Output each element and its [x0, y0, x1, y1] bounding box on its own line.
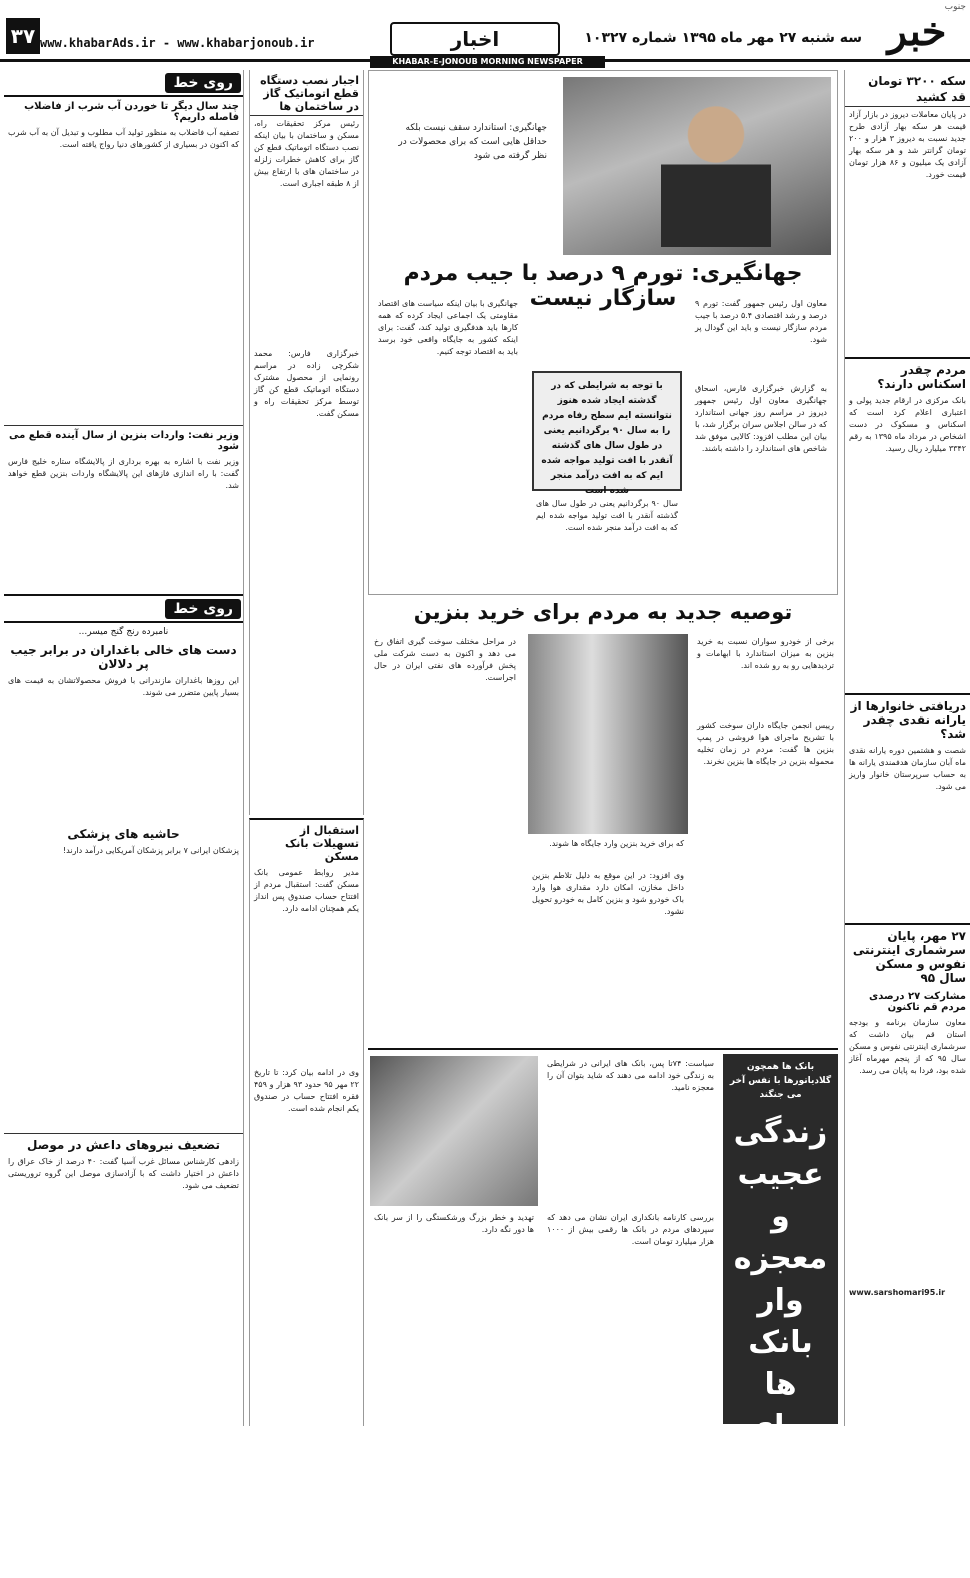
fuel-photo-caption: که برای خرید بنزین وارد جایگاه ها شوند. [549, 839, 684, 848]
fuel-pump-photo [528, 634, 688, 834]
isis-headline: تضعیف نیروهای داعش در موصل [4, 1133, 243, 1154]
medical-headline: حاشیه های پزشکی [67, 827, 180, 841]
main-story-box [368, 70, 838, 595]
fuel-text-col1b: رییس انجمن جایگاه داران سوخت کشور با تشریح ماجرای هوا فروشی در پمپ بنزین ها گفت: مردم در زمان تخلیه محموله بنزین در جایگاه ها بنزین نخرند. [697, 721, 834, 766]
wastewater-text: تصفیه آب فاضلاب به منظور تولید آب مطلوب و تبدیل آن به آب شرب که اکنون در بسیاری از کشورهای دنیا رواج یافته است. [8, 128, 239, 149]
oil-minister-text: وزیر نفت با اشاره به بهره برداری از پالایشگاه ستاره خلیج فارس گفت: با راه اندازی فازهای این پالایشگاه واردات بنزین قطع خواهد شد. [8, 457, 239, 490]
english-banner: KHABAR-E-JONOUB MORNING NEWSPAPER [370, 56, 605, 68]
bank-text-1: مدیر روابط عمومی بانک مسکن گفت: استقبال مردم از افتتاح حساب صندوق پس انداز یکم همچنان ادامه دارد. [254, 868, 359, 913]
census-article-text: معاون سازمان برنامه و بودجه استان قم بیان داشت که سرشماری اینترنتی نفوس و مسکن سال ۹۵ که از پنجم مهرماه آغاز شده بود، فردا به پایان می رسد. [849, 1018, 966, 1075]
pull-quote: با توجه به شرایطی که در گذشته ایجاد شده هنوز نتوانسته ایم سطح رفاه مردم را به سال ۹۰ برگردانیم یعنی در طول سال های گذشته آنقدر با افت تولید مواجه شده ایم که به افت درآمد منجر شده است [532, 371, 682, 491]
main-text-col1b: به گزارش خبرگزاری فارس، اسحاق جهانگیری معاون اول رئیس جمهور دیروز در مراسم روز جهانی استاندارد که در سالن اجلاس سران برگزار شد، با بیان این مطلب افزود: کالایی موفق شد شاخص های استاندارد را داشته باشند. [695, 384, 827, 453]
census-website[interactable]: www.sarshomari95.ir [849, 1288, 946, 1297]
page-number: ۳۷ [6, 18, 40, 54]
newspaper-logo: خبر [887, 8, 947, 55]
bank-headline: استقبال از تسهیلات بانک مسکن [285, 824, 359, 863]
left-column [4, 70, 244, 1426]
banks-text-1: سیاست: ۷۴تا پس، بانک های ایرانی در شرایطی به زندگی خود ادامه می دهند که شاید بتوان آن را معجزه نامید. [547, 1059, 714, 1092]
main-headline: جهانگیری: تورم ۹ درصد با جیب مردم سازگار نیست [403, 261, 803, 311]
right-news-column [844, 70, 970, 1426]
banks-text-2: تهدید و خطر بزرگ ورشکستگی را از سر بانک ها دور نگه دارد. [374, 1213, 534, 1234]
gardeners-text: این روزها باغداران مازندرانی با فروش محصولاتشان به قیمت های بسیار پایین متضرر می شوند. [8, 676, 239, 697]
section-title: اخبار [390, 22, 560, 56]
logo-subtitle: جنوب [944, 2, 966, 12]
banks-feature-title-box [660, 1054, 838, 1570]
wastewater-headline: چند سال دیگر تا خوردن آب شرب از فاضلاب فاصله داریم؟ [24, 101, 239, 123]
gas-headline: اجبار نصب دستگاه قطع اتوماتیک گاز در ساختمان ها [250, 70, 363, 116]
banks-feature [368, 1048, 838, 1570]
gardeners-headline: دست های خالی باغداران در برابر جیب پر دلالان [10, 643, 237, 671]
isis-text: زادهی کارشناس مسائل غرب آسیا گفت: ۴۰ درصد از خاک عراق را داعش در اختیار داشت که با آزادسازی موصل این گروه تروریستی تضعیف می شود. [8, 1157, 239, 1190]
coin-headline: سکه ۳۲۰۰ تومان [868, 74, 966, 88]
bank-text-2: وی در ادامه بیان کرد: تا تاریخ ۲۲ مهر ۹۵ حدود ۹۳ هزار و ۴۵۹ فقره افتتاح حساب در صندوق یکم انجام شده است. [254, 1068, 359, 1113]
census-headline: ۲۷ مهر، پایان سرشماری اینترنتی نفوس و مسکن سال ۹۵ [845, 923, 970, 987]
on-the-line-tag-1: روی خط [165, 73, 241, 93]
coin-article-text: در پایان معاملات دیروز در بازار آزاد قیمت هر سکه بهار آزادی طرح جدید نسبت به دیروز ۳ هزار و ۲۰۰ تومان گرانتر شد و هر سکه بهار آزادی یک میلیون و ۸۶ هزار تومان قیمت خورد. [849, 110, 967, 179]
main-text-col3: جهانگیری با بیان اینکه سیاست های اقتصاد مقاومتی یک اجماعی ایجاد کرده که همه کارها باید هدفگیری تولید کند، گفت: برای اینکه کشور به جایگاه واقعی خود برسد باید به اقتصاد توجه کنیم. [378, 299, 518, 356]
photo-caption: جهانگیری: استاندارد سقف نیست بلکه حداقل هایی است که برای محصولات در نظر گرفته می شود [398, 123, 547, 161]
census-subheadline: مشارکت ۲۷ درصدی مردم قم تاکنون [869, 991, 966, 1013]
coin-subheadline: قد کشید [845, 90, 970, 107]
website-links[interactable]: www.khabarAds.ir - www.khabarjonoub.ir [40, 36, 315, 50]
oil-minister-headline: وزیر نفت: واردات بنزین از سال آینده قطع می شود [4, 425, 243, 454]
subsidy-article-text: شصت و هشتمین دوره یارانه نقدی ماه آبان سازمان هدفمندی یارانه ها به حساب سرپرستان خانوار واریز می شود. [849, 746, 966, 791]
banks-text-3: بررسی کارنامه بانکداری ایران نشان می دهد که سپردهای مردم در بانک ها رقمی بیش از ۱۰۰۰ هزار میلیارد تومان است. [547, 1213, 714, 1246]
main-text-col2: سال ۹۰ برگردانیم یعنی در طول سال های گذشته آنقدر با افت تولید مواجه شده ایم که به افت درآمد منجر شده است. [536, 499, 678, 532]
banks-title: زندگی عجیب و معجزه وار بانک ها برای عدم اعلام ورشکستگی [660, 1115, 834, 1570]
gas-text-2: خبرگزاری فارس: محمد شکرچی زاده در مراسم رونمایی از محصول مشترک دستگاه اتوماتیک قطع کن گاز توسط مرکز تحقیقات راه و مسکن گفت. [254, 349, 359, 418]
banks-kicker: بانک ها همچون گلادیاتورها با نفس آخر می جنگند [729, 1062, 832, 1100]
gas-text-1: رئیس مرکز تحقیقات راه، مسکن و ساختمان با بیان اینکه نصب دستگاه اتوماتیک قطع کن گاز برای کاهش خطرات زلزله در ساختمان های با ارتفاع بیش از ۸ طبقه اجباری است. [254, 119, 359, 188]
issue-date: سه شنبه ۲۷ مهر ماه ۱۳۹۵ شماره ۱۰۳۲۷ [584, 30, 862, 46]
gardeners-kicker: نامبرده رنج گنج میسر... [78, 627, 169, 637]
fuel-story [368, 598, 838, 1043]
bank-story-column [249, 818, 364, 1426]
fuel-text-col3: در مراحل مختلف سوخت گیری اتفاق رخ می دهد و اکنون به دست شرکت ملی پخش فرآورده های نفتی ایران در حال اجراست. [374, 637, 516, 682]
bank-hall-photo [370, 1056, 538, 1206]
subsidy-headline: دریافتی خانوارها از یارانه نقدی چقدر شد؟ [845, 693, 970, 743]
fuel-text-col2: وی افزود: در این موقع به دلیل تلاطم بنزین داخل مخازن، امکان دارد مقداری هوا وارد باک خودرو شود و بنزین کامل به خودرو تحویل نشود. [532, 871, 684, 916]
cash-headline: مردم چقدر اسکناس دارند؟ [845, 357, 970, 393]
fuel-headline: توصیه جدید به مردم برای خرید بنزین [413, 600, 793, 624]
on-the-line-tag-2: روی خط [165, 599, 241, 619]
gas-story-column [249, 70, 364, 815]
jahangiri-photo [563, 77, 831, 255]
main-text-col1: معاون اول رئیس جمهور گفت: تورم ۹ درصد و رشد اقتصادی ۵.۴ درصد با جیب مردم سازگار نیست و باید این گودال پر شود. [695, 299, 827, 344]
masthead [0, 0, 970, 62]
cash-article-text: بانک مرکزی در ارقام جدید پولی و اعتباری اعلام کرد است که اسکناس و مسکوک در دست اشخاص در مرداد ماه ۱۳۹۵ به رقم ۳۳۴۲ میلیارد ریال رسید. [849, 396, 966, 453]
fuel-text-col1: برخی از خودرو سواران نسبت به خرید بنزین به میزان استاندارد با ابهامات و تردیدهایی رو به رو شده اند. [697, 637, 834, 670]
medical-text: پزشکان ایرانی ۷ برابر پزشکان آمریکایی درآمد دارند! [62, 846, 239, 855]
speaker-silhouette [661, 97, 771, 247]
